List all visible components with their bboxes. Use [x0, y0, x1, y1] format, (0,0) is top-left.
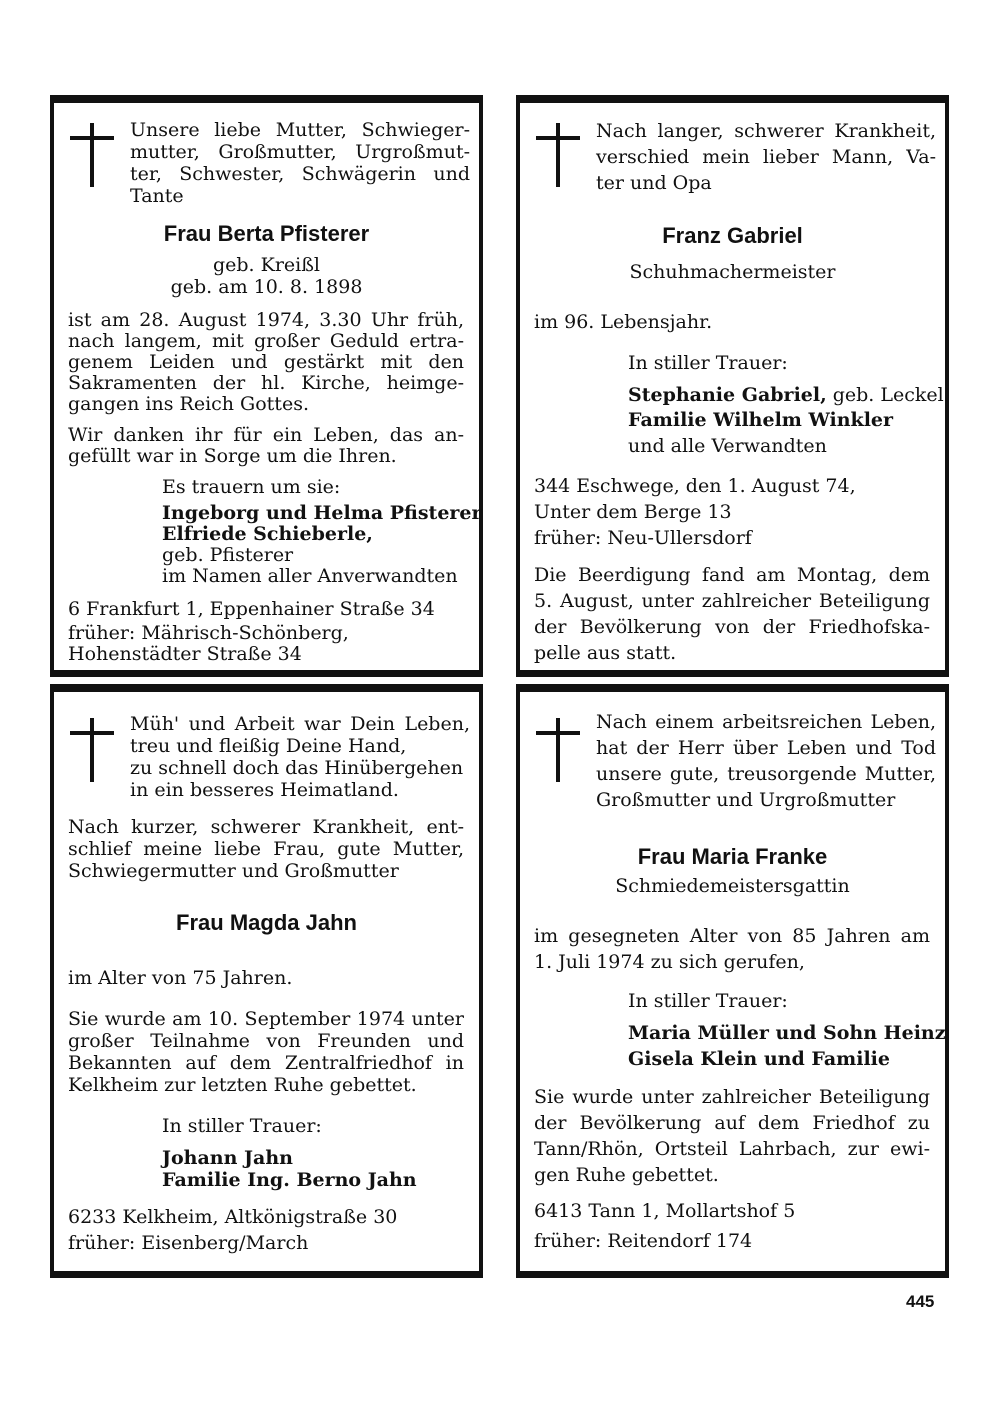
death-line: schlief meine liebe Frau, gute Mutter,	[68, 838, 464, 860]
thanks-line: Wir danken ihr für ein Leben, das an-	[68, 424, 464, 446]
death-line: nach langem, mit großer Geduld ertra-	[68, 330, 464, 352]
obituary-magda-jahn	[50, 684, 483, 1278]
burial-line: großer Teilnahme von Freunden und	[68, 1030, 464, 1052]
address-line: früher: Reitendorf 174	[534, 1230, 753, 1252]
intro-line: zu schnell doch das Hinübergehen	[130, 757, 464, 779]
address-line: Unter dem Berge 13	[534, 501, 732, 523]
mourner-name: Johann Jahn	[162, 1147, 293, 1169]
death-line: gangen ins Reich Gottes.	[68, 393, 309, 415]
intro-line: Nach einem arbeitsreichen Leben,	[596, 711, 936, 733]
occupation: Schuhmachermeister	[629, 261, 836, 283]
mourner-name: Familie Ing. Berno Jahn	[162, 1169, 417, 1191]
mourner-name: Familie Wilhelm Winkler	[628, 409, 894, 431]
cross-icon	[70, 718, 114, 782]
death-line: Sakramenten der hl. Kirche, heimge-	[68, 372, 464, 394]
deceased-name: Frau Magda Jahn	[176, 910, 357, 935]
deceased-name: Franz Gabriel	[662, 223, 803, 248]
mourning-heading: In stiller Trauer:	[162, 1115, 322, 1137]
detail-line: geb. Kreißl	[212, 254, 320, 276]
address-line: Hohenstädter Straße 34	[68, 643, 302, 665]
funeral-line: der Bevölkerung von der Friedhofska-	[534, 616, 930, 638]
funeral-line: pelle aus statt.	[534, 642, 677, 664]
intro-line: mutter, Großmutter, Urgroßmut-	[130, 141, 470, 163]
obituary-berta-pfisterer	[50, 95, 483, 677]
mourner-note: und alle Verwandten	[628, 435, 827, 457]
burial-line: Kelkheim zur letzten Ruhe gebettet.	[68, 1074, 417, 1096]
mourner-note: geb. Pfisterer	[162, 544, 294, 566]
obituary-maria-franke	[516, 684, 949, 1278]
mourner-name: Elfriede Schieberle,	[162, 523, 373, 545]
death-line: im gesegneten Alter von 85 Jahren am	[534, 925, 930, 947]
address-line: früher: Eisenberg/March	[68, 1232, 309, 1254]
intro-line: Großmutter und Urgroßmutter	[596, 789, 896, 811]
cross-icon	[70, 123, 114, 187]
mourner-name: Stephanie Gabriel,	[628, 384, 827, 406]
address-line: 6233 Kelkheim, Altkönigstraße 30	[68, 1206, 398, 1228]
cross-icon	[536, 718, 580, 782]
intro-line: ter, Schwester, Schwägerin und	[130, 163, 470, 185]
death-line: 1. Juli 1974 zu sich gerufen,	[534, 951, 805, 973]
mourner-note: geb. Leckel	[826, 384, 944, 406]
cross-icon	[536, 123, 580, 187]
thanks-line: gefüllt war in Sorge um die Ihren.	[68, 445, 397, 467]
intro-line: treu und fleißig Deine Hand,	[130, 735, 407, 757]
deceased-name: Frau Berta Pfisterer	[163, 221, 370, 246]
intro-line: Nach langer, schwerer Krankheit,	[596, 120, 936, 142]
mourner-name: Maria Müller und Sohn Heinz	[628, 1022, 946, 1044]
occupation: Schmiedemeistersgattin	[615, 875, 850, 897]
page-number: 445	[906, 1292, 935, 1311]
funeral-line: Die Beerdigung fand am Montag, dem	[534, 564, 930, 586]
address-line: 344 Eschwege, den 1. August 74,	[534, 475, 856, 497]
age-line: im 96. Lebensjahr.	[534, 311, 713, 333]
burial-line: Sie wurde unter zahlreicher Beteiligung	[534, 1086, 930, 1108]
funeral-line: 5. August, unter zahlreicher Beteiligung	[534, 590, 930, 612]
mourner-note: im Namen aller Anverwandten	[162, 565, 458, 587]
mourner-line	[628, 385, 944, 406]
address-line: 6 Frankfurt 1, Eppenhainer Straße 34	[68, 598, 435, 620]
intro-line: Unsere liebe Mutter, Schwieger-	[130, 119, 470, 141]
address-line: früher: Neu-Ullersdorf	[534, 527, 752, 549]
address-line: 6413 Tann 1, Mollartshof 5	[534, 1200, 796, 1222]
intro-line: Müh' und Arbeit war Dein Leben,	[130, 713, 470, 735]
deceased-name: Frau Maria Franke	[637, 844, 828, 869]
intro-line: Tante	[130, 185, 184, 207]
burial-line: der Bevölkerung auf dem Friedhof zu	[534, 1112, 930, 1134]
death-line: Nach kurzer, schwerer Krankheit, ent-	[68, 816, 464, 838]
obituary-franz-gabriel	[516, 95, 949, 677]
mourner-name: Gisela Klein und Familie	[628, 1048, 890, 1070]
intro-line: hat der Herr über Leben und Tod	[596, 737, 936, 759]
burial-line: Sie wurde am 10. September 1974 unter	[68, 1008, 464, 1030]
death-line: ist am 28. August 1974, 3.30 Uhr früh,	[68, 309, 464, 331]
intro-line: in ein besseres Heimatland.	[130, 779, 399, 801]
intro-line: verschied mein lieber Mann, Va-	[596, 146, 936, 168]
death-line: Schwiegermutter und Großmutter	[68, 860, 399, 882]
burial-line: Bekannten auf dem Zentralfriedhof in	[68, 1052, 464, 1074]
mourning-heading: In stiller Trauer:	[628, 990, 788, 1012]
age-line: im Alter von 75 Jahren.	[68, 967, 293, 989]
intro-line: unsere gute, treusorgende Mutter,	[596, 763, 936, 785]
intro-line: ter und Opa	[596, 172, 712, 194]
mourner-name: Ingeborg und Helma Pfisterer	[162, 502, 482, 524]
burial-line: gen Ruhe gebettet.	[534, 1164, 719, 1186]
address-line: früher: Mährisch-Schönberg,	[68, 622, 349, 644]
death-line: genem Leiden und gestärkt mit den	[68, 351, 464, 373]
burial-line: Tann/Rhön, Ortsteil Lahrbach, zur ewi-	[534, 1138, 930, 1160]
detail-line: geb. am 10. 8. 1898	[170, 276, 363, 298]
mourning-heading: Es trauern um sie:	[162, 476, 341, 498]
mourning-heading: In stiller Trauer:	[628, 352, 788, 374]
